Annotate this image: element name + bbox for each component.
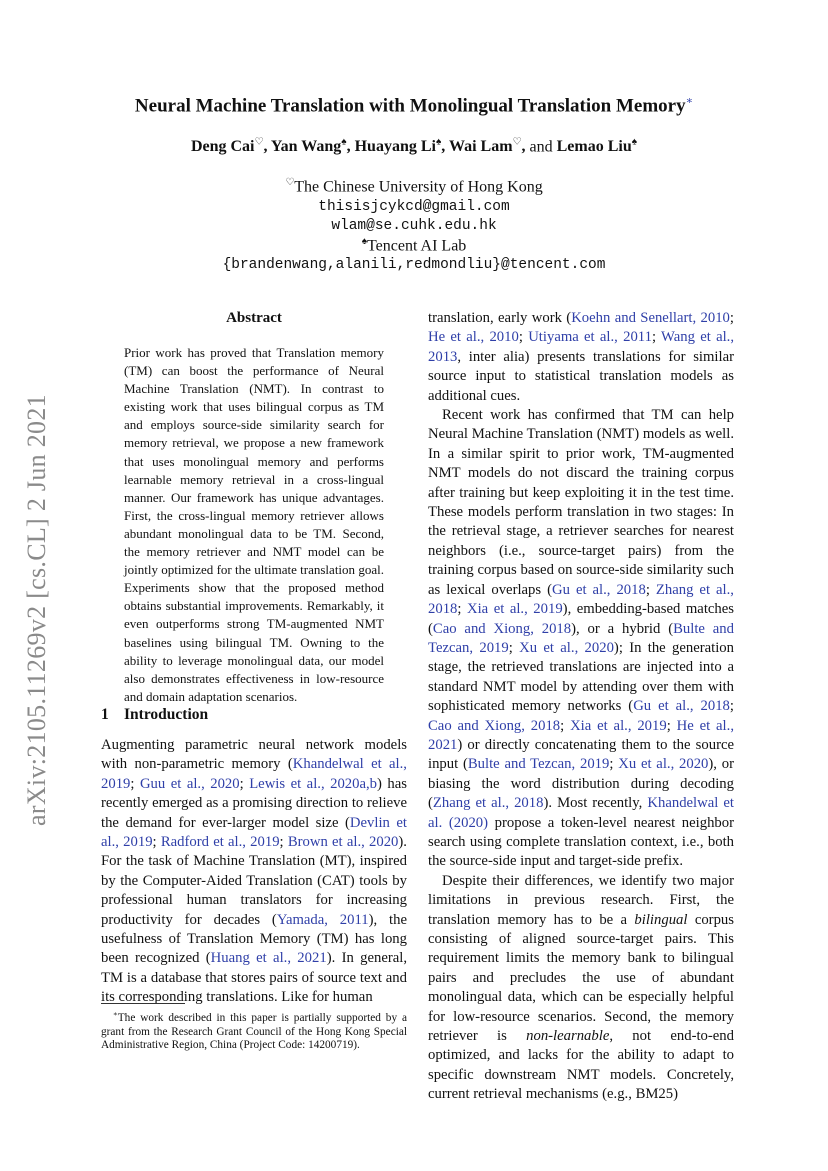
author-separator: , bbox=[521, 138, 530, 156]
citation-link[interactable]: Lewis et al., 2020a,b bbox=[249, 775, 378, 792]
citation-link[interactable]: Khandelwal et al. (2020) bbox=[428, 795, 734, 831]
citation-link[interactable]: Xu et al., 2020 bbox=[519, 639, 614, 656]
email-1[interactable]: thisisjcykcd@gmail.com bbox=[318, 199, 510, 215]
affiliation-mark: ♠ bbox=[631, 137, 638, 148]
author bbox=[191, 138, 271, 155]
body-text-run: ; bbox=[651, 329, 662, 346]
arxiv-identifier-text: arXiv:2105.11269v2 [cs.CL] 2 Jun 2021 bbox=[22, 394, 51, 826]
author bbox=[355, 138, 449, 155]
affiliation-cuhk bbox=[0, 177, 828, 196]
author-separator: , bbox=[263, 138, 271, 156]
body-text-run: ; bbox=[508, 639, 520, 656]
author-name: Lemao Liu bbox=[556, 138, 632, 156]
affiliation-name: Tencent AI Lab bbox=[367, 237, 467, 255]
body-text-run: ), or biasing the word distribution during decoding ( bbox=[428, 756, 734, 812]
body-text-run: ; bbox=[518, 329, 529, 346]
arxiv-identifier bbox=[12, 375, 62, 845]
affiliation-mark: ♡ bbox=[512, 137, 522, 148]
citation-link[interactable]: Devlin et al., 2019 bbox=[101, 814, 407, 851]
body-text-run: Despite their differences, we identify two major limitations in previous research. First, the translation memory has to be a bbox=[428, 872, 734, 928]
section-number: 1 bbox=[101, 706, 109, 723]
affiliation-mark: ♡ bbox=[254, 137, 264, 148]
author-name: Yan Wang bbox=[270, 138, 342, 156]
citation-link[interactable]: Koehn and Senellart, 2010 bbox=[571, 310, 730, 326]
citation-link[interactable]: Bulte and Tezcan, 2019 bbox=[467, 756, 610, 773]
body-text-run: Recent work has confirmed that TM can help Neural Machine Translation (NMT) models as well. In a similar spirit to prior work, TM-augmented NMT models do not discard the training corpus after training but keep exploiting it in the test time. These models perform translation in two stages: In the retrieval stage, a retriever searches for nearest neighbors (i.e., source-target pairs) from the training corpus based on source-side similarity such as lexical overlaps ( bbox=[428, 407, 734, 598]
affiliation-mark: ♠ bbox=[361, 236, 368, 247]
body-paragraph bbox=[101, 736, 407, 1008]
body-text-run: , inter alia) presents translations for similar source input to statistical translation models as additional cues. bbox=[428, 348, 734, 404]
citation-link[interactable]: Gu et al., 2018 bbox=[552, 581, 646, 598]
body-text-run: ; bbox=[729, 310, 734, 326]
body-text-run: ). Most recently, bbox=[543, 795, 648, 812]
author bbox=[271, 138, 355, 155]
affiliation-tencent bbox=[0, 236, 828, 255]
author bbox=[557, 138, 637, 155]
author-list bbox=[0, 137, 828, 156]
citation-link[interactable]: Gu et al., 2018 bbox=[633, 698, 730, 715]
paper-title bbox=[0, 94, 828, 117]
title-footnote-mark[interactable]: ∗ bbox=[685, 95, 694, 107]
body-text-run: ; bbox=[609, 756, 619, 773]
body-text-run: ; bbox=[457, 601, 467, 618]
citation-link[interactable]: Xia et al., 2019 bbox=[570, 717, 667, 734]
author-separator: , bbox=[346, 138, 355, 156]
right-column bbox=[428, 309, 734, 1105]
body-text-run: ) has recently emerged as a promising direction to relieve the demand for ever-larger model size ( bbox=[101, 775, 407, 831]
citation-link[interactable]: He et al., 2010 bbox=[428, 329, 519, 346]
body-text-run: ) or directly concatenating them to the source input ( bbox=[428, 736, 734, 773]
body-text-run: ), the usefulness of Translation Memory (TM) has long been recognized ( bbox=[101, 911, 407, 967]
body-text-run: ; bbox=[729, 698, 734, 715]
body-text-run: ; bbox=[130, 775, 140, 792]
citation-link[interactable]: Cao and Xiong, 2018 bbox=[428, 717, 561, 734]
body-text-run: ; bbox=[666, 717, 677, 734]
body-text-run: ; bbox=[152, 834, 161, 851]
abstract-body: Prior work has proved that Translation memory (TM) can boost the performance of Neural Machine Translation (NMT). In contrast to existing work that uses bilingual corpus as TM and employs source-side similarity search for memory retrieval, we propose a new framework that uses monolingual memory and performs learnable memory retrieval in a cross-lingual manner. Our framework has unique advantages. First, the cross-lingual memory retriever allows abundant monolingual data to be TM. Second, the memory retriever and NMT model can be jointly optimized for the ultimate translation goal. Experiments show that the proposed method obtains substantial improvements. Remarkably, it even outperforms strong TM-augmented NMT baselines using bilingual TM. Owning to the ability to leverage monolingual data, our model also demonstrates effectiveness in low-resource and domain adaptation scenarios. bbox=[124, 345, 384, 704]
section-heading bbox=[101, 706, 208, 724]
citation-link[interactable]: Zhang et al., 2018 bbox=[428, 581, 734, 618]
citation-link[interactable]: Huang et al., 2021 bbox=[210, 950, 327, 967]
author-name: Wai Lam bbox=[448, 138, 513, 156]
body-text-run: ; bbox=[239, 775, 250, 792]
citation-link[interactable]: Khandelwal et al., 2019 bbox=[101, 756, 407, 792]
body-text-run: ; bbox=[560, 717, 571, 734]
footnote bbox=[101, 1008, 407, 1053]
citation-link[interactable]: Bulte and Tezcan, 2019 bbox=[428, 620, 734, 656]
section-title: Introduction bbox=[124, 706, 209, 723]
body-text-run: ; bbox=[279, 834, 288, 851]
body-text-run: corpus consisting of aligned source-target pairs. This requirement limits the memory bank to bilingual pairs and precludes the use of abundant monolingual data, which can be especially helpful for low-resource scenarios. Second, the memory retriever is bbox=[428, 911, 734, 1045]
citation-link[interactable]: Zhang et al., 2018 bbox=[432, 795, 544, 812]
citation-link[interactable]: Guu et al., 2020 bbox=[139, 775, 240, 792]
author-name: Huayang Li bbox=[354, 138, 436, 156]
body-paragraph bbox=[428, 309, 734, 406]
citation-link[interactable]: Wang et al., 2013 bbox=[428, 329, 735, 365]
abstract-heading: Abstract bbox=[226, 310, 282, 326]
affiliation-name: The Chinese University of Hong Kong bbox=[294, 178, 543, 196]
body-text-run: ), embedding-based matches ( bbox=[428, 601, 734, 637]
citation-link[interactable]: Yamada, 2011 bbox=[276, 911, 369, 928]
email-3[interactable]: {brandenwang,alanili,redmondliu}@tencent.com bbox=[222, 257, 606, 273]
footnote-text: The work described in this paper is partially supported by a grant from the Research Grant Council of the Hong Kong Special Administrative Region, China (Project Code: 14200719). bbox=[101, 1011, 407, 1052]
citation-link[interactable]: Radford et al., 2019 bbox=[160, 834, 280, 851]
body-text-run: , not end-to-end optimized, and lacks for the ability to adapt to specific downstream NMT models. Concretely, current retrieval mechanisms (e.g., BM25) bbox=[428, 1028, 734, 1103]
citation-link[interactable]: Utiyama et al., 2011 bbox=[528, 329, 652, 346]
emphasis-text: bilingual bbox=[634, 911, 688, 928]
author bbox=[449, 138, 530, 155]
affiliation-mark: ♠ bbox=[435, 137, 442, 148]
footnote-mark: ∗ bbox=[113, 1010, 118, 1018]
email-2[interactable]: wlam@se.cuhk.edu.hk bbox=[331, 218, 497, 234]
intro-paragraph bbox=[101, 736, 407, 1008]
body-paragraph bbox=[428, 872, 734, 1105]
body-text-run: ). In general, TM is a database that stores pairs of source text and its corresponding translations. Like for human bbox=[101, 950, 407, 1006]
body-text-run: propose a token-level nearest neighbor search using complete translation context, i.e., both the source-side input and target-side prefix. bbox=[428, 814, 734, 870]
author-name: Deng Cai bbox=[190, 138, 255, 156]
paper-title-text: Neural Machine Translation with Monolingual Translation Memory bbox=[134, 95, 686, 117]
footnote-rule bbox=[101, 1003, 185, 1004]
affiliation-mark: ♡ bbox=[285, 177, 295, 188]
body-paragraph bbox=[428, 406, 734, 872]
body-text-run: translation, early work ( bbox=[428, 310, 572, 326]
affiliation-mark: ♠ bbox=[341, 137, 347, 148]
citation-link[interactable]: Brown et al., 2020 bbox=[287, 834, 399, 851]
author-and: and bbox=[529, 138, 553, 156]
author-separator: , bbox=[441, 138, 449, 156]
citation-link[interactable]: Xia et al., 2019 bbox=[466, 601, 563, 618]
citation-link[interactable]: Xu et al., 2020 bbox=[618, 756, 709, 773]
body-text-run: Augmenting parametric neural network models with non-parametric memory ( bbox=[101, 737, 407, 773]
citation-link[interactable]: Cao and Xiong, 2018 bbox=[432, 620, 572, 637]
body-text-run: ), or a hybrid ( bbox=[571, 620, 674, 637]
body-text-run: ). For the task of Machine Translation (MT), inspired by the Computer-Aided Translation (CAT) tools by professional human translators for increasing productivity for decades ( bbox=[101, 834, 407, 928]
body-text-run: ); In the generation stage, the retrieved translations are injected into a standard NMT model by attending over them with sophisticated memory networks ( bbox=[428, 639, 734, 715]
body-text-run: ; bbox=[645, 581, 656, 598]
citation-link[interactable]: He et al., 2021 bbox=[428, 717, 734, 753]
emphasis-text: non-learnable bbox=[526, 1028, 610, 1045]
